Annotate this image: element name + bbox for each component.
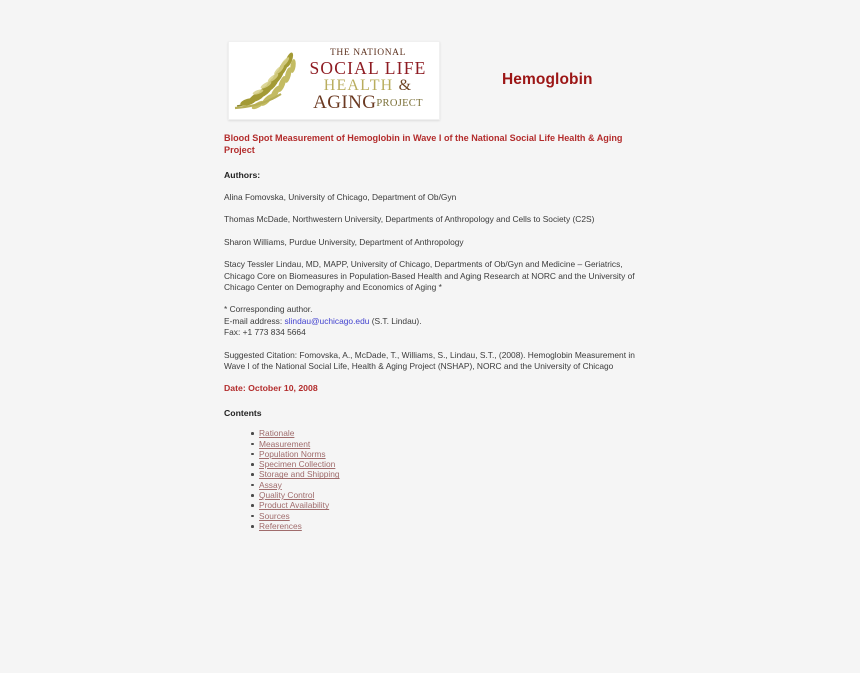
logo-health-text: HEALTH: [323, 77, 394, 94]
toc-link-assay[interactable]: Assay: [259, 479, 282, 490]
page-title: Hemoglobin: [502, 71, 593, 88]
list-item: [251, 439, 642, 449]
list-item: [251, 500, 642, 510]
corresponding-author-note: * Corresponding author.: [224, 304, 313, 315]
nshap-logo: [228, 41, 440, 120]
toc-link-measurement[interactable]: Measurement: [259, 438, 311, 449]
email-suffix: (S.T. Lindau).: [371, 315, 422, 326]
logo-aging-text: AGING: [313, 92, 377, 113]
list-item: [251, 469, 642, 479]
toc-link-rationale[interactable]: Rationale: [259, 428, 295, 439]
toc-link-storage-and-shipping[interactable]: Storage and Shipping: [259, 469, 340, 480]
author-entry: Alina Fomovska, University of Chicago, Department of Ob/Gyn: [224, 192, 457, 202]
logo-project-text: PROJECT: [376, 98, 423, 109]
author-entry: Stacy Tessler Lindau, MD, MAPP, University of Chicago, Departments of Ob/Gyn and Medicine – Geriatrics, Chicago Core on Biomeasures in Population-Based Health and Aging Research at NORC and the University of Chicago Center on Demography and Economics of Aging *: [224, 259, 635, 293]
author-entry: Sharon Williams, Purdue University, Department of Anthropology: [224, 236, 464, 247]
logo-wordmark: [299, 49, 437, 112]
list-item: [251, 449, 642, 459]
logo-line-social-life: SOCIAL LIFE: [309, 57, 427, 78]
document-header: [222, 38, 652, 122]
logo-line-aging-project: [299, 93, 437, 112]
list-item: [251, 459, 642, 469]
logo-line-the-national: THE NATIONAL: [329, 48, 407, 58]
wheat-branch-icon: [233, 50, 299, 112]
author-entry: Thomas McDade, Northwestern University, Departments of Anthropology and Cells to Society (C2S): [224, 214, 595, 225]
suggested-citation: Suggested Citation: Fomovska, A., McDade, T., Williams, S., Lindau, S.T., (2008). Hemoglobin Measurement in Wave I of the National Social Life, Health & Aging Project (NSHAP), NORC and the University of Chicago: [224, 349, 635, 372]
document-date: Date: October 10, 2008: [224, 383, 318, 394]
authors-heading: Authors:: [224, 170, 261, 180]
toc-link-specimen-collection[interactable]: Specimen Collection: [259, 459, 336, 470]
table-of-contents: [224, 428, 642, 531]
toc-link-references[interactable]: References: [259, 520, 302, 531]
list-item: [251, 511, 642, 521]
toc-link-product-availability[interactable]: Product Availability: [259, 500, 330, 511]
list-item: [251, 521, 642, 531]
document-body: [224, 132, 642, 531]
list-item: [251, 490, 642, 500]
document-subtitle: Blood Spot Measurement of Hemoglobin in Wave I of the National Social Life Health & Aging Project: [224, 133, 623, 155]
contents-heading: Contents: [224, 407, 262, 418]
toc-link-sources[interactable]: Sources: [259, 510, 290, 521]
email-label: E-mail address:: [224, 315, 283, 326]
corresponding-author-block: [224, 304, 642, 338]
toc-link-quality-control[interactable]: Quality Control: [259, 490, 315, 501]
logo-ampersand: &: [398, 77, 413, 94]
list-item: [251, 428, 642, 438]
list-item: [251, 480, 642, 490]
fax-number: Fax: +1 773 834 5664: [224, 327, 306, 338]
email-link[interactable]: slindau@uchicago.edu: [284, 315, 370, 326]
toc-link-population-norms[interactable]: Population Norms: [259, 448, 326, 459]
